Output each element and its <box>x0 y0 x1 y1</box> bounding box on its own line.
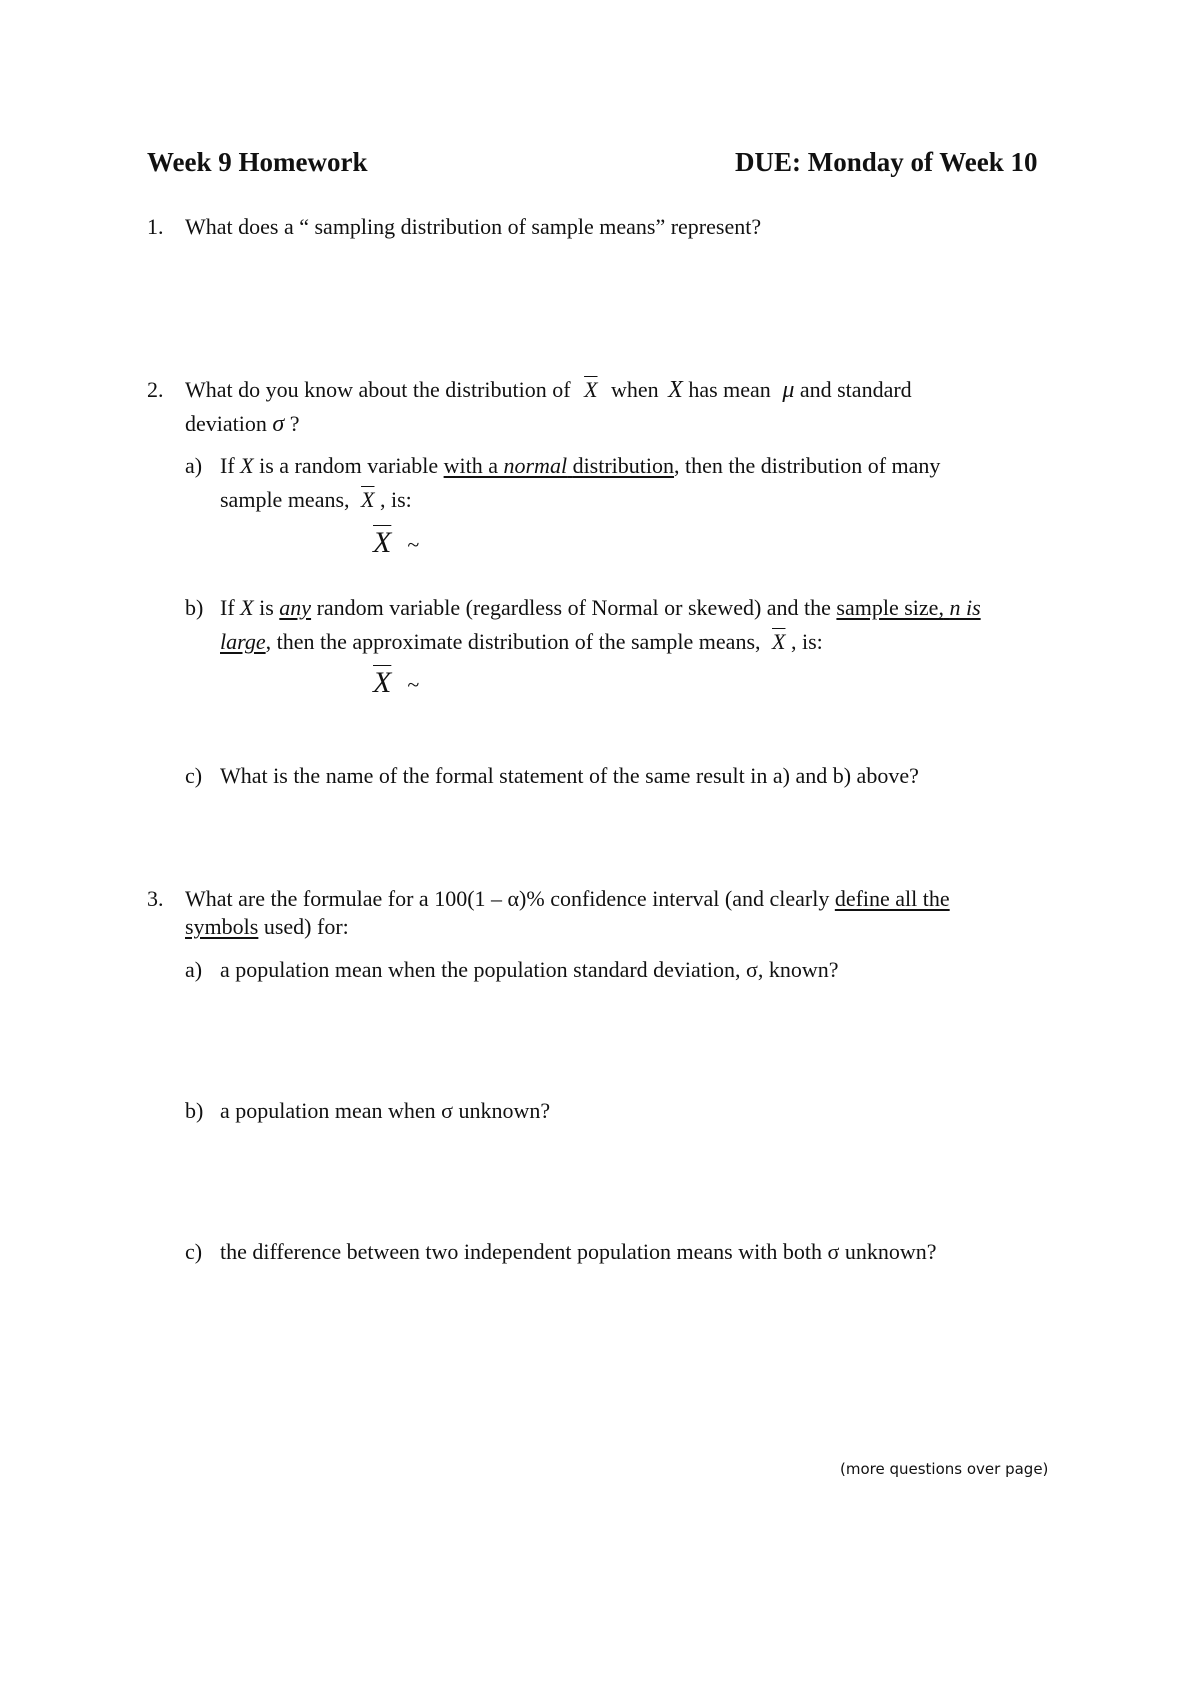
q2b-formula <box>373 666 419 700</box>
q3b-label: b) <box>185 1098 204 1123</box>
q2-text: when <box>611 377 659 402</box>
q2a-formula <box>373 526 419 560</box>
q2b-underlined <box>836 595 980 620</box>
q2a-text: , then the distribution of many <box>674 453 941 478</box>
q2-text: ? <box>289 411 300 436</box>
q2a-text: If <box>220 453 235 478</box>
q2a-text: , is: <box>379 487 412 512</box>
q3-text: What are the formulae for a 100(1 – α)% confidence interval (and clearly <box>185 886 830 911</box>
q2a-label: a) <box>185 453 203 478</box>
sigma-symbol: σ <box>272 411 285 437</box>
q3c-text: the difference between two independent population means with both σ unknown? <box>220 1239 937 1264</box>
x-symbol: X <box>668 377 683 403</box>
footer-note: (more questions over page) <box>840 1460 1049 1478</box>
q3a-label: a) <box>185 957 203 982</box>
question-3-number: 3. <box>147 886 164 911</box>
q3a-text: a population mean when the population standard deviation, σ, known? <box>220 957 839 982</box>
tilde-symbol: ~ <box>407 532 420 557</box>
question-3-line-2 <box>185 912 349 942</box>
q2b-text: is <box>259 595 274 620</box>
q3-underlined: symbols <box>185 914 259 939</box>
x-symbol: X <box>240 595 254 620</box>
x-bar-symbol: $\overline{X}$ <box>373 666 392 699</box>
q2b-text: If <box>220 595 235 620</box>
q3c-label: c) <box>185 1239 203 1264</box>
q2c-label: c) <box>185 763 203 788</box>
q2c-text: What is the name of the formal statement of the same result in a) and b) above? <box>220 763 919 788</box>
q3-underlined: define all the <box>834 886 950 911</box>
q2a-text: with a <box>443 453 498 478</box>
homework-title: Week 9 Homework <box>147 147 368 177</box>
question-3-line-1 <box>185 884 950 914</box>
q2a-text: normal <box>503 453 568 478</box>
q2-text: deviation <box>185 411 267 436</box>
tilde-symbol: ~ <box>407 672 420 697</box>
x-symbol: X <box>240 453 254 478</box>
question-1-text: What does a “ sampling distribution of sample means” represent? <box>185 214 762 239</box>
question-1-number: 1. <box>147 214 164 239</box>
q3-text: used) for: <box>263 914 349 939</box>
q2a-text: distribution <box>572 453 675 478</box>
question-2-line-1 <box>185 375 912 405</box>
q2a-line-2 <box>220 485 412 515</box>
x-bar-symbol: $\overline{X}$ <box>772 629 786 654</box>
q2a-text: sample means, <box>220 487 350 512</box>
q2a-line-1 <box>220 451 940 481</box>
q2b-large: large <box>220 629 266 654</box>
q2b-text: sample size, <box>836 595 944 620</box>
q2b-text: n is <box>949 595 981 620</box>
q2b-text: random variable (regardless of Normal or skewed) and the <box>316 595 831 620</box>
question-2-line-2 <box>185 409 299 439</box>
q2b-line-2 <box>220 627 823 657</box>
q2b-line-1 <box>220 593 981 623</box>
x-bar-symbol: $\overline{X}$ <box>584 377 598 402</box>
q2b-text: , then the approximate distribution of the sample means, <box>265 629 761 654</box>
x-bar-symbol: $\overline{X}$ <box>361 487 375 512</box>
q2-text: What do you know about the distribution of <box>185 377 571 402</box>
q2-text: and standard <box>799 377 912 402</box>
question-2-number: 2. <box>147 377 164 402</box>
q2b-any: any <box>279 595 312 620</box>
x-bar-symbol: $\overline{X}$ <box>373 526 392 559</box>
mu-symbol: μ <box>782 377 795 403</box>
q2b-text: , is: <box>790 629 823 654</box>
q2a-text: is a random variable <box>259 453 439 478</box>
q3b-text: a population mean when σ unknown? <box>220 1098 551 1123</box>
q2b-label: b) <box>185 595 204 620</box>
q2a-underlined <box>444 453 674 478</box>
q2-text: has mean <box>688 377 771 402</box>
due-date: DUE: Monday of Week 10 <box>735 147 1038 177</box>
